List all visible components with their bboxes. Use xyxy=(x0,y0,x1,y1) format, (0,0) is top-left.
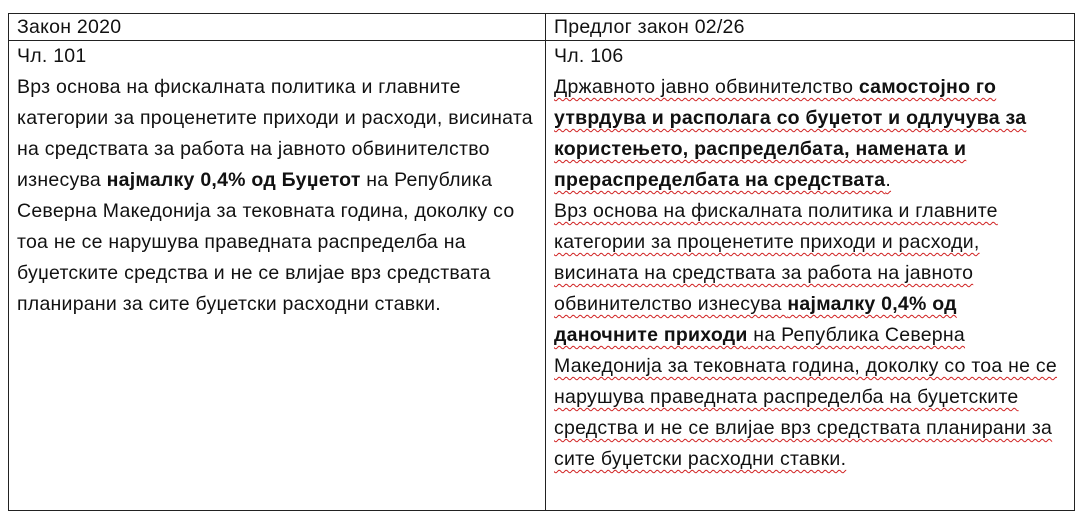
left-cell xyxy=(9,41,546,511)
left-text-bold: најмалку 0,4% од Буџетот xyxy=(106,169,361,191)
right-p2-before: Врз основа на фискалната политика и главните категории за проценетите приходи и расходи, висината на средствата за работа на јавното обвинителство изнесува xyxy=(554,200,998,315)
header-right-cell xyxy=(546,14,1075,41)
left-text-after: на Република Северна Македонија за тековната година, доколку со тоа не се нарушува праведната распределба на буџетските средства и не се влијае врз средствата планирани за сите буџетски расходни ставки. xyxy=(17,169,515,315)
right-p2-after: на Република Северна Македонија за тековната година, доколку со тоа не се нарушува праведната распределба на буџетските средства и не се влијае врз средствата планирани за сите буџетски расходни ставки. xyxy=(554,324,1058,470)
right-p1-after: . xyxy=(885,169,892,191)
right-cell xyxy=(546,41,1075,511)
left-text-before: Врз основа на фискалната политика и главните категории за проценетите приходи и расходи, висината на средствата за работа на јавното обвинителство изнесува xyxy=(17,76,533,191)
content-row xyxy=(9,41,1075,511)
right-paragraph-2 xyxy=(554,196,1068,475)
right-paragraph-1 xyxy=(554,72,1068,196)
left-paragraph xyxy=(17,72,539,320)
header-left: Закон 2020 xyxy=(17,16,122,38)
right-article-number: Чл. 106 xyxy=(554,45,624,67)
header-row xyxy=(9,14,1075,41)
right-p2-bold: најмалку 0,4% од даночните приходи xyxy=(554,293,957,346)
header-right: Предлог закон 02/26 xyxy=(554,16,745,38)
right-p1-bold: самостојно го утврдува и располага со буџетот и одлучува за користењето, распределбата, намената и прераспределбата на средствата xyxy=(554,76,1027,191)
comparison-table xyxy=(8,13,1075,511)
left-article-number: Чл. 101 xyxy=(17,45,87,67)
right-p1-before: Државното јавно обвинителство xyxy=(554,76,859,98)
header-left-cell xyxy=(9,14,546,41)
